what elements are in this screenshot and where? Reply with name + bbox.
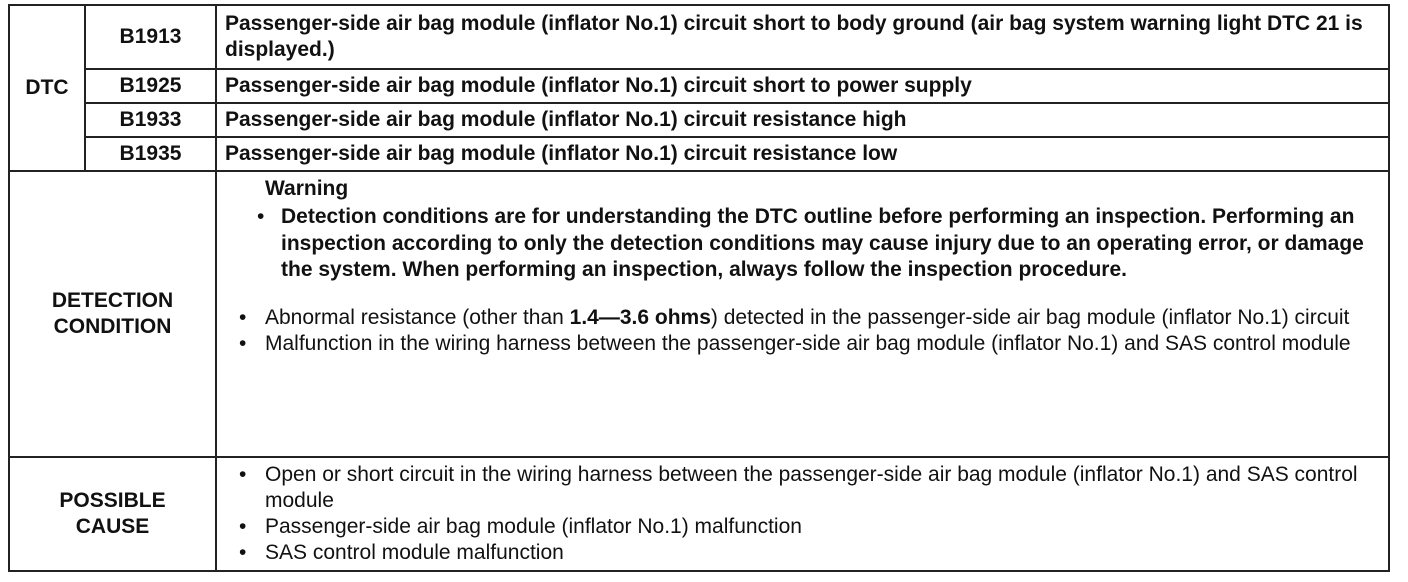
- possible-cause-list: [231, 462, 1376, 567]
- detection-item1-prefix: Abnormal resistance (other than: [265, 306, 570, 329]
- dtc-code-b1933: B1933: [85, 103, 216, 137]
- cause-label-line1: POSSIBLE: [59, 488, 166, 512]
- detection-item-resistance: [265, 305, 1376, 331]
- dtc-table: [8, 4, 1390, 572]
- resistance-range: 1.4—3.6 ohms: [569, 306, 711, 329]
- dtc-description-b1925: Passenger-side air bag module (inflator No.1) circuit short to power supply: [216, 69, 1389, 103]
- possible-cause-content: [216, 457, 1389, 571]
- dtc-description-b1933: Passenger-side air bag module (inflator No.1) circuit resistance high: [216, 103, 1389, 137]
- detection-item1-suffix: ) detected in the passenger-side air bag module (inflator No.1) circuit: [710, 306, 1350, 329]
- detection-label-line2: CONDITION: [53, 315, 172, 338]
- detection-condition-label: [9, 171, 216, 457]
- cause-item-airbag-module: • Passenger-side air bag module (inflator No.1) malfunction: [265, 514, 1376, 540]
- warning-list: [231, 204, 1376, 283]
- dtc-code-b1913: B1913: [85, 5, 216, 69]
- detection-item-wiring: • Malfunction in the wiring harness between the passenger-side air bag module (inflator No.1) and SAS control module: [265, 331, 1376, 357]
- detection-conditions-list: [231, 305, 1376, 358]
- cause-item-wiring: • Open or short circuit in the wiring harness between the passenger-side air bag module (inflator No.1) and SAS control module: [265, 462, 1376, 515]
- detection-condition-content: [216, 171, 1389, 457]
- dtc-description-b1913: Passenger-side air bag module (inflator No.1) circuit short to body ground (air bag system warning light DTC 21 is displayed.): [216, 5, 1389, 69]
- dtc-code-b1925: B1925: [85, 69, 216, 103]
- cause-label-line2: CAUSE: [75, 515, 150, 538]
- warning-title: Warning: [265, 177, 349, 200]
- dtc-code-b1935: B1935: [85, 137, 216, 171]
- cause-item-sas-module: • SAS control module malfunction: [265, 540, 1376, 566]
- dtc-label: DTC: [9, 5, 85, 171]
- possible-cause-label: [9, 457, 216, 571]
- dtc-description-b1935: Passenger-side air bag module (inflator No.1) circuit resistance low: [216, 137, 1389, 171]
- detection-label-line1: DETECTION: [51, 288, 174, 312]
- warning-text: • Detection conditions are for understanding the DTC outline before performing an inspection. Performing an inspection according to only the detection conditions may cause injury due to an operating error, or damage the system. When performing an inspection, always follow the inspection procedure.: [281, 204, 1376, 283]
